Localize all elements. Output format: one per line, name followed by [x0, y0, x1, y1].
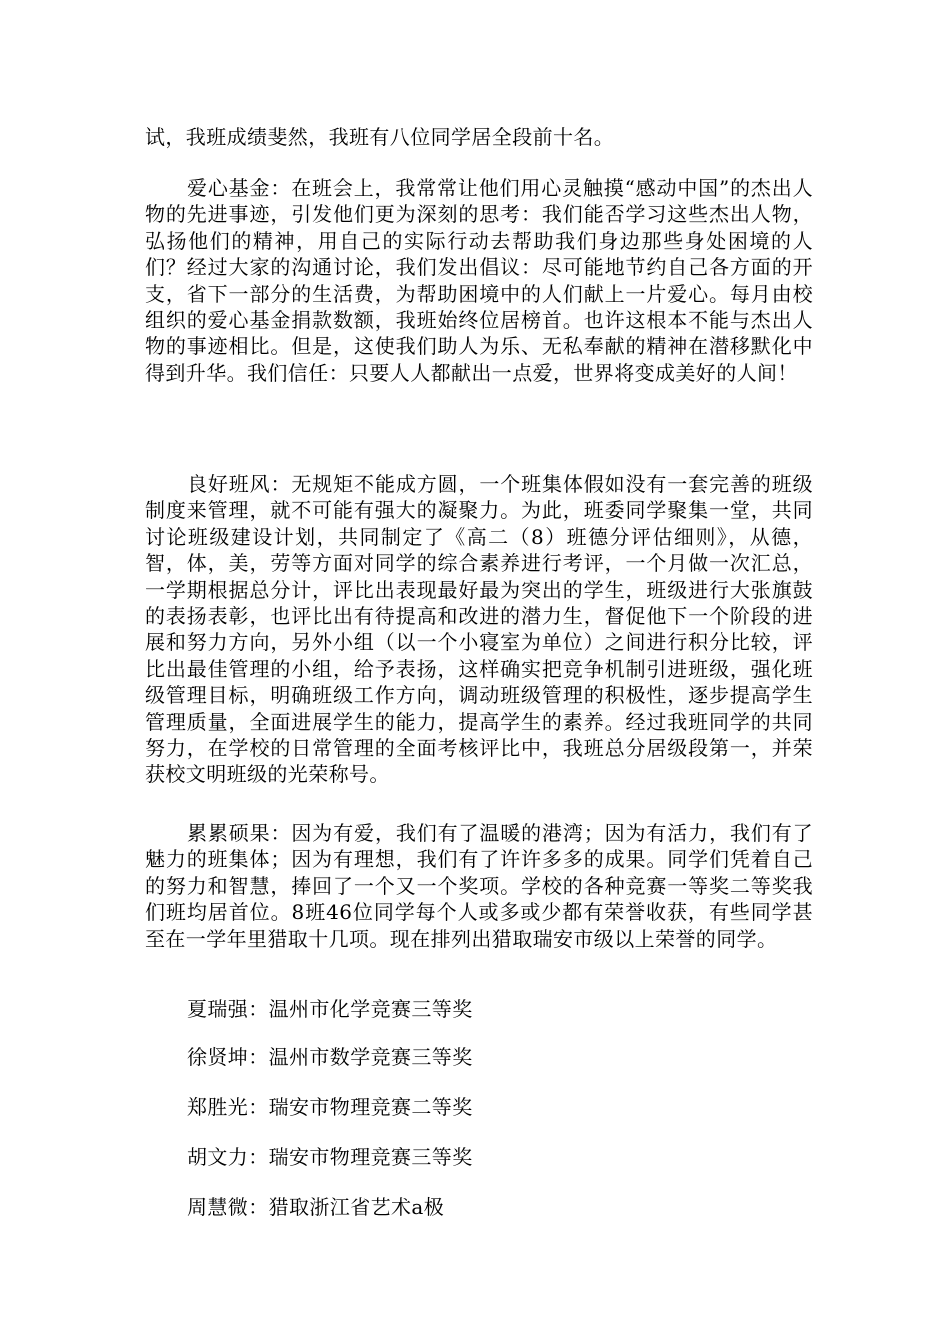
- award-item: 徐贤坤：温州市数学竞赛三等奖: [187, 1045, 473, 1069]
- paragraph-exam-results: 试，我班成绩斐然，我班有八位同学居全段前十名。: [145, 125, 615, 149]
- award-item: 胡文力：瑞安市物理竞赛三等奖: [187, 1145, 473, 1169]
- award-item: 周慧微：猎取浙江省艺术a极: [187, 1195, 445, 1219]
- award-item: 夏瑞强：温州市化学竞赛三等奖: [187, 997, 473, 1021]
- paragraph-achievements: 累累硕果：因为有爱，我们有了温暖的港湾；因为有活力，我们有了魅力的班集体；因为有理想，我们有了许许多多的成果。同学们凭着自己的努力和智慧，捧回了一个又一个奖项。学校的各种竞赛一等奖二等奖我们班均居首位。8班46位同学每个人或多或少都有荣誉收获，有些同学甚至在一学年里猎取十几项。现在排列出猎取瑞安市级以上荣誉的同学。: [145, 821, 813, 951]
- paragraph-class-style: 良好班风：无规矩不能成方圆，一个班集体假如没有一套完善的班级制度来管理，就不可能有强大的凝聚力。为此，班委同学聚集一堂，共同讨论班级建设计划，共同制定了《高二（8）班德分评估细则》，从德，智，体，美，劳等方面对同学的综合素养进行考评，一个月做一次汇总，一学期根据总分计，评比出表现最好最为突出的学生，班级进行大张旗鼓的表扬表彰，也评比出有待提高和改进的潜力生，督促他下一个阶段的进展和努力方向，另外小组（以一个小寝室为单位）之间进行积分比较，评比出最佳管理的小组，给予表扬，这样确实把竞争机制引进班级，强化班级管理目标，明确班级工作方向，调动班级管理的积极性，逐步提高学生管理质量，全面进展学生的能力，提高学生的素养。经过我班同学的共同努力，在学校的日常管理的全面考核评比中，我班总分居级段第一，并荣获校文明班级的光荣称号。: [145, 472, 813, 787]
- paragraph-love-fund: 爱心基金：在班会上，我常常让他们用心灵触摸“感动中国”的杰出人物的先进事迹，引发他们更为深刻的思考：我们能否学习这些杰出人物，弘扬他们的精神，用自己的实际行动去帮助我们身边那些身处困境的人们？经过大家的沟通讨论，我们发出倡议：尽可能地节约自己各方面的开支，省下一部分的生活费，为帮助困境中的人们献上一片爱心。每月由校组织的爱心基金捐款数额，我班始终位居榜首。也许这根本不能与杰出人物的事迹相比。但是，这使我们助人为乐、无私奉献的精神在潜移默化中得到升华。我们信任：只要人人都献出一点爱，世界将变成美好的人间！: [145, 176, 813, 385]
- award-item: 郑胜光：瑞安市物理竞赛二等奖: [187, 1095, 473, 1119]
